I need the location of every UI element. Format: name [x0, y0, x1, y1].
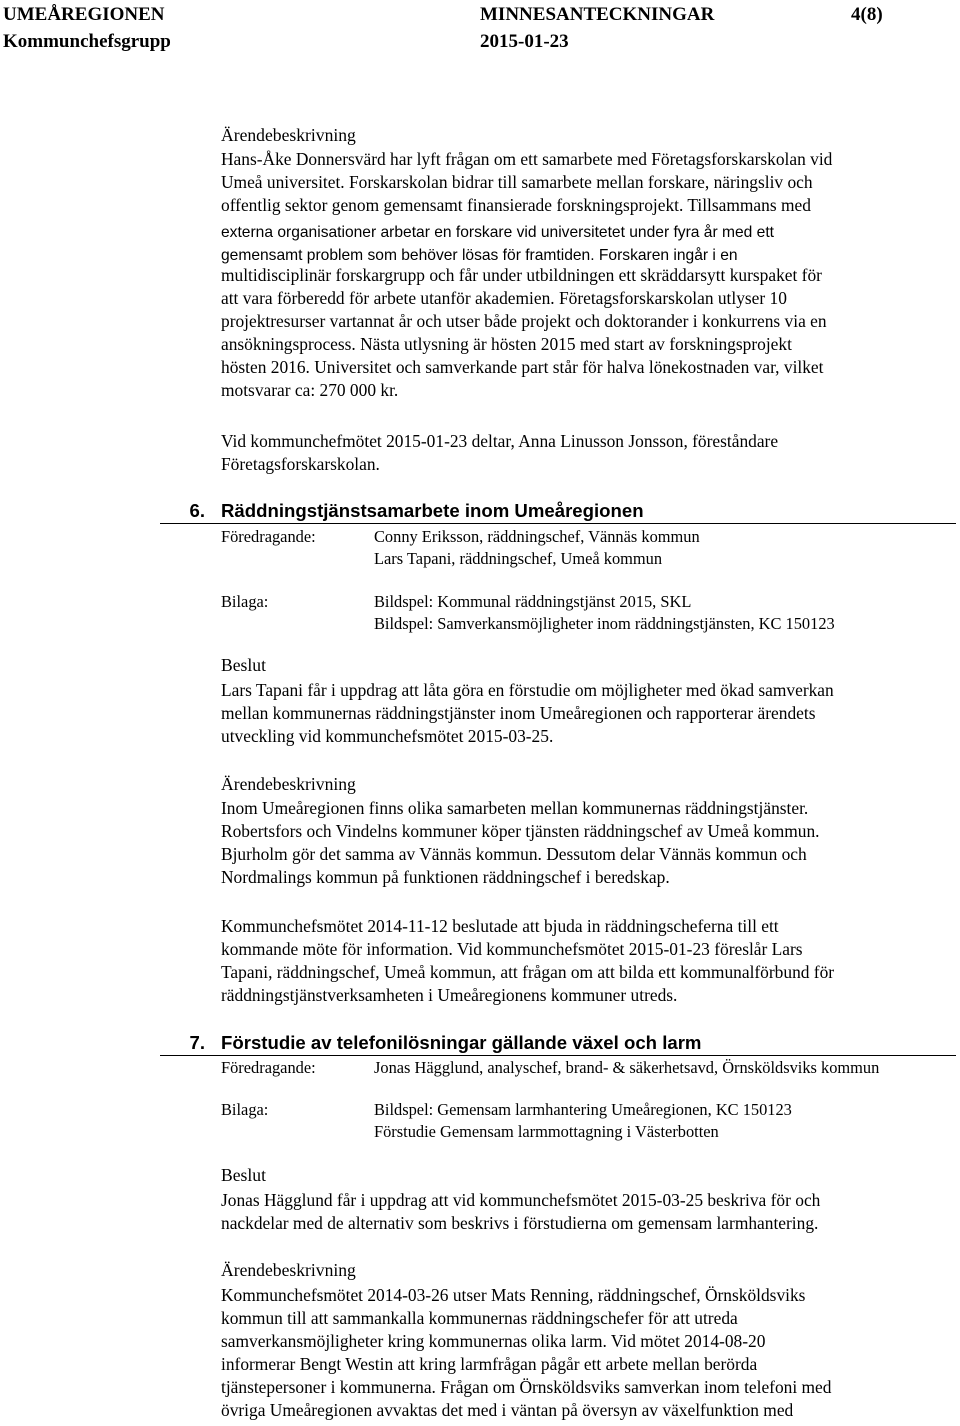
section-6-title: Räddningstjänstsamarbete inom Umeåregionen: [221, 500, 644, 521]
arende-line: offentlig sektor genom gemensamt finansierade forskningsprojekt. Tillsammans med: [221, 195, 811, 215]
arende-line: hösten 2016. Universitet och samverkande part står för halva lönekostnaden var, vilket: [221, 357, 824, 377]
section-6-arende-line: Kommunchefsmötet 2014-11-12 beslutade att bjuda in räddningscheferna till ett: [221, 916, 779, 936]
section-6-presenter: Lars Tapani, räddningschef, Umeå kommun: [374, 549, 663, 568]
section-7-attachment: Bildspel: Gemensam larmhantering Umeåregionen, KC 150123: [374, 1100, 792, 1119]
section-6-beslut-line: mellan kommunernas räddningstjänster inom Umeåregionen och rapporterar ärendets: [221, 703, 816, 723]
section-6-arende-heading: Ärendebeskrivning: [221, 774, 356, 794]
section-7-presenter-label: Föredragande:: [221, 1058, 316, 1077]
section-7-title: Förstudie av telefonilösningar gällande växel och larm: [221, 1032, 702, 1053]
arende-line: Hans-Åke Donnersvärd har lyft frågan om ett samarbete med Företagsforskarskolan vid: [221, 149, 833, 169]
section-7-beslut-line: Jonas Hägglund får i uppdrag att vid kommunchefsmötet 2015-03-25 beskriva för och: [221, 1190, 821, 1210]
section-6-arende-line: Bjurholm gör det samma av Vännäs kommun. Dessutom delar Vännäs kommun och: [221, 844, 807, 864]
section-7-arende-line: övriga Umeåregionen avvaktas det med i väntan på översyn av växelfunktion med: [221, 1400, 794, 1420]
arende-line: projektresurser vartannat år och utser både projekt och doktorander i konkurrens via en: [221, 311, 827, 331]
header-org: UMEÅREGIONEN: [3, 4, 165, 25]
arende-line: att vara förberedd för arbete utanför akademien. Företagsforskarskolan utlyser 10: [221, 288, 787, 308]
section-7-arende-line: samverkansmöjligheter kring kommunernas olika larm. Vid mötet 2014-08-20: [221, 1331, 766, 1351]
arende-line: ansökningsprocess. Nästa utlysning är hösten 2015 med start av forskningsprojekt: [221, 334, 792, 354]
section-6-divider: [160, 523, 956, 524]
meeting-line: Vid kommunchefmötet 2015-01-23 deltar, Anna Linusson Jonsson, föreståndare: [221, 431, 779, 451]
arende-line: multidisciplinär forskargrupp och får under utbildningen ett skräddarsytt kurspaket för: [221, 265, 822, 285]
section-7-presenter: Jonas Hägglund, analyschef, brand- & säkerhetsavd, Örnsköldsviks kommun: [374, 1058, 880, 1077]
section-6-arende-line: Robertsfors och Vindelns kommuner köper tjänsten räddningschef av Umeå kommun.: [221, 821, 820, 841]
section-7-attachment: Förstudie Gemensam larmmottagning i Västerbotten: [374, 1122, 719, 1141]
section-6-arende-line: kommande möte för information. Vid kommunchefsmötet 2015-01-23 föreslår Lars: [221, 939, 803, 959]
section-6-presenter-label: Föredragande:: [221, 527, 316, 546]
section-7-arende-line: tjänstepersoner i kommunerna. Frågan om Örnsköldsviks samverkan inom telefoni med: [221, 1377, 832, 1397]
header-date: 2015-01-23: [480, 31, 569, 52]
section-6-attachment-label: Bilaga:: [221, 592, 269, 611]
section-6-arende-line: Inom Umeåregionen finns olika samarbeten mellan kommunernas räddningstjänster.: [221, 798, 809, 818]
section-6-presenter: Conny Eriksson, räddningschef, Vännäs kommun: [374, 527, 700, 546]
section-6-arende-line: räddningstjänstverksamheten i Umeåregionens kommuner utreds.: [221, 985, 678, 1005]
section-7-beslut-heading: Beslut: [221, 1165, 266, 1185]
section-7-divider: [160, 1055, 956, 1056]
arende-line: Umeå universitet. Forskarskolan bidrar till samarbete mellan forskare, näringsliv och: [221, 172, 813, 192]
section-7-attachment-label: Bilaga:: [221, 1100, 269, 1119]
section-6-number: 6.: [189, 500, 205, 521]
meeting-line: Företagsforskarskolan.: [221, 454, 380, 474]
section-7-arende-heading: Ärendebeskrivning: [221, 1260, 356, 1280]
header-group: Kommunchefsgrupp: [3, 31, 171, 52]
section-6-attachment: Bildspel: Kommunal räddningstjänst 2015, SKL: [374, 592, 692, 611]
section-7-arende-line: Kommunchefsmötet 2014-03-26 utser Mats Renning, räddningschef, Örnsköldsviks: [221, 1285, 806, 1305]
section-7-number: 7.: [189, 1032, 205, 1053]
arende-heading: Ärendebeskrivning: [221, 125, 356, 145]
arende-line: motsvarar ca: 270 000 kr.: [221, 380, 399, 400]
section-6-beslut-heading: Beslut: [221, 655, 266, 675]
header-doc-type: MINNESANTECKNINGAR: [480, 4, 715, 25]
section-7-beslut-line: nackdelar med de alternativ som beskrivs i förstudierna om gemensam larmhantering.: [221, 1213, 819, 1233]
section-6-arende-line: Nordmalings kommun på funktionen räddningschef i beredskap.: [221, 867, 670, 887]
arende-line: gemensamt problem som behöver lösas för framtiden. Forskaren ingår i en: [221, 247, 738, 264]
section-7-arende-line: informerar Bengt Westin att kring larmfrågan pågår ett arbete mellan berörda: [221, 1354, 758, 1374]
section-7-arende-line: kommun till att sammankalla kommunernas räddningschefer för att utreda: [221, 1308, 738, 1328]
section-6-beslut-line: utveckling vid kommunchefsmötet 2015-03-25.: [221, 726, 554, 746]
section-6-beslut-line: Lars Tapani får i uppdrag att låta göra en förstudie om möjligheter med ökad samverkan: [221, 680, 834, 700]
section-6-attachment: Bildspel: Samverkansmöjligheter inom räddningstjänsten, KC 150123: [374, 614, 835, 633]
section-6-arende-line: Tapani, räddningschef, Umeå kommun, att frågan om att bilda ett kommunalförbund för: [221, 962, 835, 982]
arende-line: externa organisationer arbetar en forskare vid universitetet under fyra år med ett: [221, 224, 774, 241]
header-page-number: 4(8): [851, 4, 883, 25]
